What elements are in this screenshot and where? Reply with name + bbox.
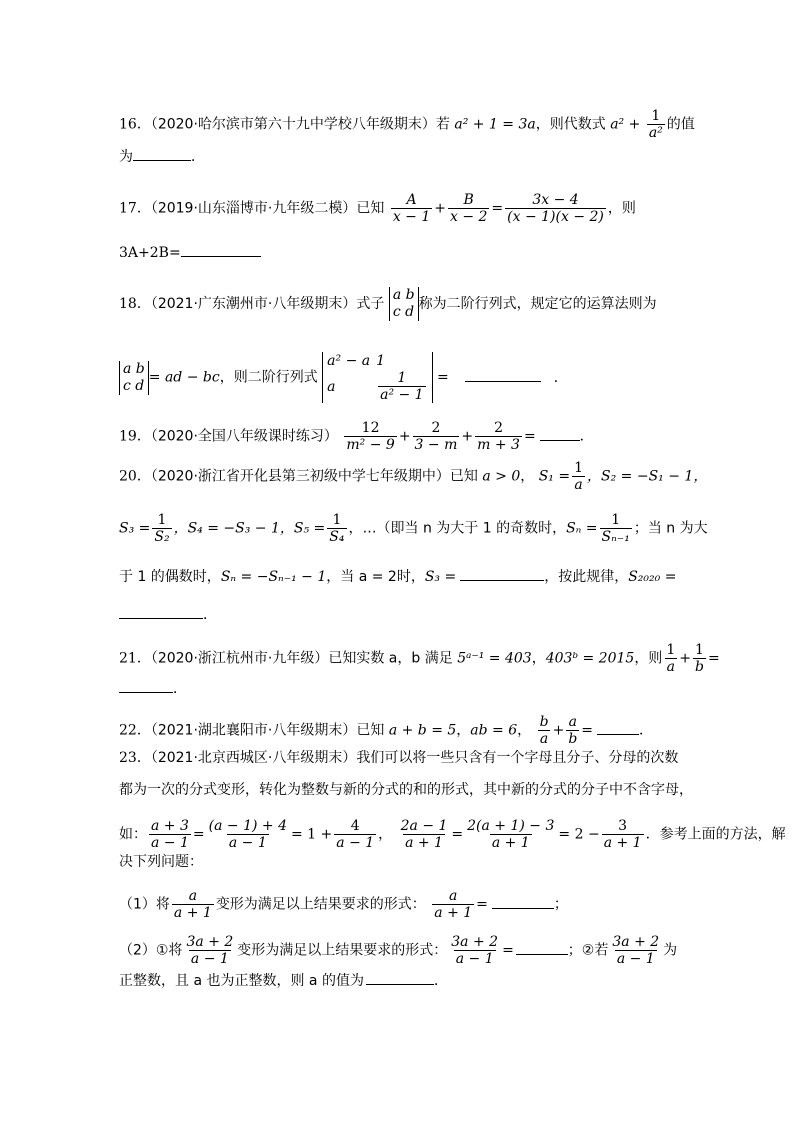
numerator: A — [406, 192, 417, 208]
question-number: 18． — [119, 296, 151, 312]
numerator: 1 — [157, 512, 167, 528]
det-row: c d — [392, 304, 415, 320]
numerator: 2 — [494, 420, 503, 436]
fraction — [572, 460, 585, 493]
denominator: a² − 1 — [380, 387, 424, 403]
fraction — [538, 714, 551, 747]
denominator: a − 1 — [336, 835, 375, 851]
operator: = — [581, 722, 594, 739]
denominator: b — [694, 659, 704, 675]
fraction — [505, 192, 606, 225]
numerator: 1 — [666, 642, 676, 658]
question-text: 如： — [119, 826, 147, 843]
numerator: 1 — [332, 512, 342, 528]
punctuation: ， — [456, 722, 471, 739]
denominator: S₂ — [154, 529, 170, 545]
fraction — [647, 108, 665, 141]
denominator: a − 1 — [151, 835, 189, 851]
fraction — [600, 512, 632, 545]
determinant — [389, 287, 419, 321]
question-23-part2: （2）①将 $\frac{3a + 2}{a - 1}$ 变形为满足以上结果要求的形式： $\frac{3a + 2}{a - 1}$ = ；②若 $\frac{3a + 2}{a - 1}$ 为 — [119, 934, 678, 967]
question-source: （2020·浙江杭州市·九年级） — [150, 650, 329, 667]
question-16-line2 — [119, 146, 205, 167]
punctuation: ． — [553, 369, 568, 386]
expression: Sₙ = −Sₙ₋₁ − 1 — [220, 569, 327, 585]
question-text: ，按此规律， — [544, 569, 629, 585]
condition: a > 0 — [482, 468, 521, 485]
question-source: （2021·北京西城区·八年级期末） — [150, 750, 357, 766]
numerator: a + 3 — [151, 818, 189, 834]
fraction — [413, 420, 460, 453]
fraction — [693, 642, 706, 675]
expression: 5ᵃ⁻¹ = 403 — [457, 650, 532, 667]
question-19: 19．（2020·全国八年级课时练习） $\frac{12}{\text{m² − 9}}$ + $\frac{2}{3 - m}$ + $\frac{2}{m + 3}$ = ． — [119, 420, 594, 453]
denominator: b — [568, 731, 578, 747]
denominator: 3 − m — [414, 437, 458, 453]
fraction — [610, 934, 661, 967]
question-source: （2021·广东潮州市·八年级期末） — [150, 296, 357, 312]
fraction — [602, 818, 644, 851]
question-source: （2019·山东淄博市·九年级二模） — [150, 200, 357, 217]
numerator: 1 — [611, 512, 621, 528]
denominator: m² − 9 — [346, 437, 395, 453]
denominator: a + 1 — [405, 835, 443, 851]
question-21: 21．（2020·浙江杭州市·九年级）已知实数 a，b 满足 5ᵃ⁻¹ = 403，403ᵇ = 2015，则 $\frac{1}{a}$ + $\frac{1}{b}$ = — [119, 642, 720, 675]
question-text: ，则 — [607, 200, 636, 217]
expression: S₁ = — [538, 468, 571, 485]
fraction — [664, 642, 677, 675]
question-text: 已知实数 a，b 满足 — [328, 650, 453, 667]
question-text: ，则 — [634, 650, 663, 667]
condition: a + b = 5 — [388, 722, 457, 739]
question-text: 若 — [435, 116, 450, 133]
question-source: （2020·哈尔滨市第六十九中学校八年级期末） — [150, 116, 436, 133]
expression: = 2 − — [558, 826, 600, 843]
expression: S₂₀₂₀ = — [628, 569, 677, 585]
answer-blank[interactable] — [492, 894, 554, 909]
fraction — [334, 818, 376, 851]
numerator: a — [449, 888, 458, 904]
question-20-line2 — [119, 512, 708, 545]
part-label: （2）①将 — [119, 942, 183, 959]
fraction — [152, 512, 171, 545]
question-text: 的值 — [666, 116, 695, 133]
fraction — [449, 934, 500, 967]
denominator: a + 1 — [173, 905, 212, 921]
question-20-line3 — [119, 566, 676, 587]
question-text: ．参考上面的方法，解 — [645, 826, 786, 843]
denominator: a + 1 — [491, 835, 530, 851]
question-23 — [119, 748, 678, 768]
denominator: x − 2 — [449, 209, 488, 225]
numerator: 3a + 2 — [186, 934, 234, 950]
denominator: S₄ — [329, 529, 345, 545]
det-row: c d — [123, 377, 145, 394]
punctuation: ． — [191, 149, 205, 165]
expression: = 1 + — [290, 826, 333, 843]
punctuation: ． — [433, 973, 448, 989]
question-20-line4 — [119, 604, 217, 625]
numerator: a — [188, 888, 198, 904]
question-17: 17．（2019·山东淄博市·九年级二模）已知 $\frac{A}{x - 1}$ + $\frac{B}{x - 2}$ = $\frac{3x - 4}{(x - 1)(x - 2)}$ ，则 — [119, 192, 636, 225]
fraction — [391, 192, 432, 225]
expression: ，S₂ = −S₁ − 1， — [587, 468, 708, 485]
answer-blank[interactable] — [119, 604, 203, 619]
det-cell: a — [327, 378, 336, 395]
denominator: a − 1 — [228, 835, 267, 851]
question-text: 称为二阶行列式，规定它的运算法则为 — [418, 296, 657, 312]
expression: a² — [610, 116, 625, 133]
answer-blank[interactable] — [366, 970, 434, 985]
rule: = ad − bc — [148, 369, 220, 386]
question-text: ，则代数式 — [535, 116, 606, 133]
expression: Sₙ = — [566, 520, 598, 537]
question-number: 19． — [119, 428, 151, 445]
det-row: a b — [392, 287, 415, 303]
question-number: 20． — [119, 468, 151, 485]
answer-blank[interactable] — [460, 566, 544, 581]
fraction — [327, 512, 346, 545]
numerator: 1 — [574, 460, 584, 476]
numerator: 2 — [431, 420, 441, 436]
operator: = — [437, 369, 449, 386]
punctuation: ． — [579, 428, 594, 445]
condition: ab = 6 — [470, 722, 518, 739]
expression: ，S₄ = −S₃ − 1，S₅ = — [173, 520, 326, 537]
fraction — [465, 818, 556, 851]
answer-blank[interactable] — [133, 146, 191, 161]
question-source: （2020·浙江省开化县第三初级中学七年级期中） — [150, 468, 450, 485]
question-text: 已知 — [356, 722, 385, 739]
denominator: a − 1 — [455, 951, 494, 967]
expression: S₃ = — [424, 569, 457, 585]
answer-blank[interactable] — [181, 242, 261, 257]
numerator: 3x − 4 — [532, 192, 579, 208]
question-22: 22．（2021·湖北襄阳市·八年级期末）已知 a + b = 5，ab = 6， $\frac{b}{a}$ + $\frac{a}{b}$ = ． — [119, 714, 654, 747]
question-text: 为 — [119, 149, 133, 165]
denominator: x − 1 — [392, 209, 431, 225]
question-16 — [119, 108, 695, 141]
question-text: 正整数，且 a 也为正整数，则 a 的值为 — [119, 973, 364, 989]
numerator: 2a − 1 — [400, 818, 448, 834]
condition: a² + 1 = 3a — [454, 116, 536, 133]
question-23-part2-line2 — [119, 970, 448, 991]
question-text: 变形为满足以上结果要求的形式： — [237, 942, 448, 959]
numerator: B — [463, 192, 474, 208]
question-18-line2 — [119, 352, 568, 403]
answer-blank[interactable] — [119, 678, 173, 693]
fraction — [149, 818, 191, 851]
fraction — [184, 934, 235, 967]
question-23-line4 — [119, 852, 203, 872]
question-text: 我们可以将一些只含有一个字母且分子、分母的次数 — [356, 750, 679, 766]
numerator: b — [539, 714, 549, 730]
numerator: 4 — [350, 818, 360, 834]
punctuation: ； — [553, 896, 568, 913]
fraction — [399, 818, 450, 851]
numerator: 3a + 2 — [612, 934, 660, 950]
denominator: a — [666, 659, 675, 675]
numerator: (a − 1) + 4 — [208, 818, 287, 834]
question-text: ，则二阶行列式 — [219, 369, 318, 386]
numerator: a — [568, 714, 577, 730]
question-text: 3A+2B= — [119, 245, 181, 261]
fraction — [378, 370, 426, 403]
question-text: 已知 — [356, 200, 385, 217]
denominator: a — [574, 477, 583, 493]
fraction — [475, 420, 522, 453]
operator: = — [707, 650, 720, 667]
question-number: 21． — [119, 650, 151, 667]
denominator: (x − 1)(x − 2) — [507, 209, 604, 225]
question-source: （2021·湖北襄阳市·八年级期末） — [150, 722, 357, 739]
punctuation: ． — [203, 607, 217, 623]
question-text: 决下列问题： — [119, 854, 203, 870]
question-text: ；当 n 为大 — [633, 520, 708, 537]
fraction — [344, 420, 396, 453]
numerator: 12 — [361, 420, 380, 436]
determinant — [119, 361, 149, 395]
det-row: a b — [123, 360, 145, 377]
denominator: a + 1 — [434, 905, 473, 921]
punctuation: ． — [173, 681, 187, 697]
fraction — [566, 714, 579, 747]
denominator: a − 1 — [190, 951, 229, 967]
part-label: （1）将 — [119, 896, 170, 913]
expression: 403ᵇ = 2015 — [545, 650, 635, 667]
question-text: ；②若 — [567, 942, 609, 959]
numerator: 1 — [651, 108, 661, 124]
numerator: 1 — [694, 642, 704, 658]
question-text: 变形为满足以上结果要求的形式： — [215, 896, 426, 913]
determinant — [322, 352, 432, 403]
denominator: m + 3 — [477, 437, 520, 453]
question-text: 已知 — [449, 468, 478, 485]
numerator: 2(a + 1) − 3 — [467, 818, 555, 834]
operator: + — [624, 116, 645, 133]
question-text: 于 1 的偶数时， — [119, 569, 221, 585]
question-text: ，当 a = 2时， — [326, 569, 425, 585]
denominator: Sₙ₋₁ — [601, 529, 630, 545]
fraction — [432, 888, 474, 921]
question-text: ，…（即当 n 为大于 1 的奇数时， — [348, 520, 567, 537]
question-23-examples: 如： $\frac{a + 3}{a - 1}$ = $\frac{(a - 1) + 4}{a - 1}$ = 1 + $\frac{4}{a - 1}$ ， $\frac{2a - 1}{a + 1}$ = $\frac{2(a + 1) - 3}{a + 1}$ = 2 − $\frac{3}{a + 1}$ ．参考上面的方法，解 — [119, 818, 786, 851]
answer-blank[interactable] — [540, 426, 580, 441]
answer-blank[interactable] — [465, 367, 541, 382]
fraction — [172, 888, 214, 921]
fraction — [448, 192, 489, 225]
expression: S₃ = — [119, 520, 151, 537]
punctuation: ． — [639, 722, 654, 739]
question-text: 为 — [663, 942, 678, 959]
punctuation: ， — [531, 650, 546, 667]
question-text: 式子 — [356, 296, 385, 312]
question-number: 23． — [119, 750, 151, 766]
det-cell: a² − a — [327, 353, 371, 369]
denominator: a − 1 — [616, 951, 655, 967]
answer-blank[interactable] — [516, 940, 568, 955]
question-source: （2020·全国八年级课时练习） — [150, 428, 338, 445]
question-17-line2 — [119, 242, 261, 263]
numerator: 1 — [397, 370, 407, 386]
det-cell: 1 — [376, 353, 386, 369]
question-text: 都为一次的分式变形，转化为整数与新的分式的和的形式，其中新的分式的分子中不含字母， — [119, 782, 693, 798]
answer-blank[interactable] — [597, 720, 639, 735]
question-18 — [119, 287, 657, 321]
question-23-part1: （1）将 $\frac{a}{a + 1}$ 变形为满足以上结果要求的形式： $\frac{a}{a + 1}$ = ； — [119, 888, 568, 921]
question-23-line2 — [119, 780, 693, 800]
operator: = — [523, 428, 536, 445]
numerator: 3 — [618, 818, 628, 834]
question-number: 17． — [119, 200, 151, 217]
question-number: 16． — [119, 116, 151, 133]
fraction — [207, 818, 289, 851]
denominator: a² — [648, 125, 663, 141]
question-20: 20．（2020·浙江省开化县第三初级中学七年级期中）已知 a > 0， S₁ = $\frac{1}{a}$ ，S₂ = −S₁ − 1， — [119, 460, 708, 493]
numerator: 3a + 2 — [451, 934, 499, 950]
denominator: a + 1 — [603, 835, 642, 851]
question-number: 22． — [119, 722, 151, 739]
question-21-line2 — [119, 678, 187, 699]
denominator: a — [539, 731, 549, 747]
